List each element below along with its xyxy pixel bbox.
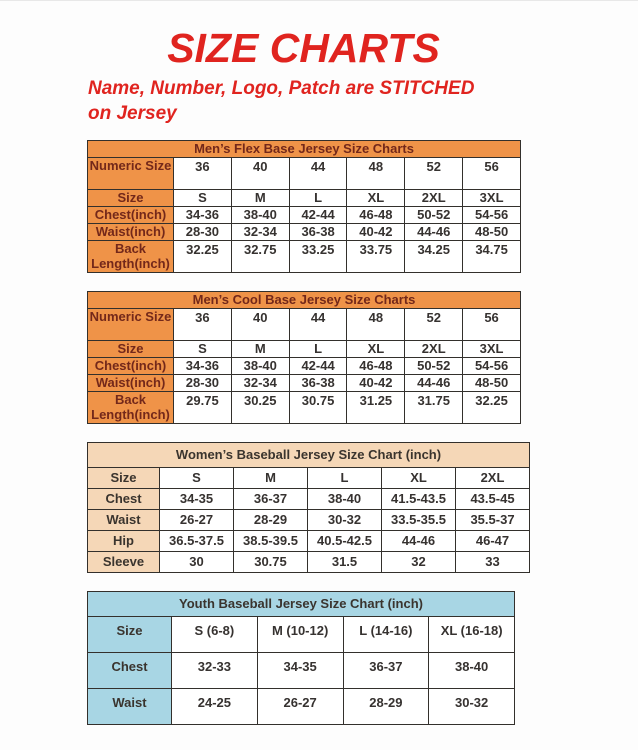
- size-cell: 50-52: [405, 206, 463, 223]
- size-cell: 26-27: [160, 509, 234, 530]
- size-cell: 56: [463, 308, 521, 340]
- table-title: Men’s Cool Base Jersey Size Charts: [88, 291, 521, 308]
- row-label: Chest: [88, 652, 172, 688]
- size-cell: 28-30: [174, 374, 232, 391]
- size-cell: M (10-12): [257, 616, 343, 652]
- table-row: [88, 530, 530, 551]
- size-cell: XL: [347, 340, 405, 357]
- size-cell: 32-34: [231, 223, 289, 240]
- size-table-womens-baseball: [87, 442, 530, 573]
- size-cell: 46-47: [456, 530, 530, 551]
- size-cell: L: [308, 467, 382, 488]
- size-cell: 30-32: [429, 688, 515, 724]
- size-cell: 33: [456, 551, 530, 572]
- size-cell: 40-42: [347, 374, 405, 391]
- table-row: [88, 340, 521, 357]
- size-cell: 36-38: [289, 374, 347, 391]
- row-label: Sleeve: [88, 551, 160, 572]
- size-cell: 34-35: [257, 652, 343, 688]
- size-cell: 43.5-45: [456, 488, 530, 509]
- size-cell: 33.5-35.5: [382, 509, 456, 530]
- size-cell: 40: [231, 157, 289, 189]
- row-label: Size: [88, 340, 174, 357]
- row-label: Waist: [88, 688, 172, 724]
- row-label: Size: [88, 616, 172, 652]
- size-cell: 38.5-39.5: [234, 530, 308, 551]
- size-cell: 38-40: [231, 357, 289, 374]
- size-cell: 34.25: [405, 240, 463, 272]
- size-cell: 32-34: [231, 374, 289, 391]
- size-cell: 35.5-37: [456, 509, 530, 530]
- table-row: [88, 308, 521, 340]
- size-cell: 38-40: [231, 206, 289, 223]
- size-cell: 28-29: [234, 509, 308, 530]
- row-label: Waist(inch): [88, 374, 174, 391]
- size-cell: 40.5-42.5: [308, 530, 382, 551]
- size-tables-container: [0, 140, 638, 725]
- table-row: [88, 223, 521, 240]
- size-cell: 26-27: [257, 688, 343, 724]
- table-header-row: [88, 591, 515, 616]
- size-cell: 36-38: [289, 223, 347, 240]
- size-cell: 28-30: [174, 223, 232, 240]
- size-cell: 44: [289, 157, 347, 189]
- size-cell: 31.75: [405, 391, 463, 423]
- row-label: Size: [88, 467, 160, 488]
- size-cell: 31.5: [308, 551, 382, 572]
- size-table-youth-baseball: [87, 591, 515, 725]
- size-cell: XL (16-18): [429, 616, 515, 652]
- size-cell: M: [231, 340, 289, 357]
- row-label: Back Length(inch): [88, 240, 174, 272]
- table-row: [88, 374, 521, 391]
- size-cell: 36: [174, 157, 232, 189]
- row-label: Waist(inch): [88, 223, 174, 240]
- row-label: Hip: [88, 530, 160, 551]
- page-subtitle-line1: Name, Number, Logo, Patch are STITCHED: [88, 78, 475, 100]
- size-cell: 2XL: [456, 467, 530, 488]
- table-row: [88, 551, 530, 572]
- size-table-mens-flex-base: [87, 140, 521, 273]
- size-cell: L: [289, 189, 347, 206]
- table-row: [88, 189, 521, 206]
- table-title: Men’s Flex Base Jersey Size Charts: [88, 140, 521, 157]
- size-cell: 48-50: [463, 374, 521, 391]
- size-cell: L (14-16): [343, 616, 429, 652]
- size-cell: 44: [289, 308, 347, 340]
- size-cell: 48: [347, 157, 405, 189]
- row-label: Numeric Size: [88, 308, 174, 340]
- size-cell: 54-56: [463, 357, 521, 374]
- size-cell: 48-50: [463, 223, 521, 240]
- table-row: [88, 509, 530, 530]
- size-cell: 30: [160, 551, 234, 572]
- table-row: [88, 488, 530, 509]
- table-row: [88, 206, 521, 223]
- size-cell: 33.75: [347, 240, 405, 272]
- row-label: Chest(inch): [88, 357, 174, 374]
- page-title: SIZE CHARTS: [167, 25, 440, 71]
- row-label: Numeric Size: [88, 157, 174, 189]
- size-cell: 38-40: [308, 488, 382, 509]
- size-cell: L: [289, 340, 347, 357]
- row-label: Waist: [88, 509, 160, 530]
- size-cell: 42-44: [289, 206, 347, 223]
- size-cell: 44-46: [405, 374, 463, 391]
- size-cell: 56: [463, 157, 521, 189]
- size-cell: 2XL: [405, 340, 463, 357]
- size-cell: 2XL: [405, 189, 463, 206]
- row-label: Chest: [88, 488, 160, 509]
- size-cell: 38-40: [429, 652, 515, 688]
- size-cell: 32.75: [231, 240, 289, 272]
- size-cell: 40: [231, 308, 289, 340]
- size-cell: S: [174, 189, 232, 206]
- size-cell: 34-35: [160, 488, 234, 509]
- size-cell: 32.25: [174, 240, 232, 272]
- size-cell: 40-42: [347, 223, 405, 240]
- size-table-mens-cool-base: [87, 291, 521, 424]
- size-cell: 30.25: [231, 391, 289, 423]
- size-cell: 41.5-43.5: [382, 488, 456, 509]
- size-cell: 36-37: [343, 652, 429, 688]
- table-header-row: [88, 140, 521, 157]
- size-cell: 30.75: [234, 551, 308, 572]
- size-cell: 28-29: [343, 688, 429, 724]
- size-cell: 3XL: [463, 340, 521, 357]
- table-row: [88, 467, 530, 488]
- table-header-row: [88, 442, 530, 467]
- table-row: [88, 157, 521, 189]
- size-cell: 3XL: [463, 189, 521, 206]
- size-cell: 30-32: [308, 509, 382, 530]
- size-cell: 36.5-37.5: [160, 530, 234, 551]
- row-label: Back Length(inch): [88, 391, 174, 423]
- size-cell: 30.75: [289, 391, 347, 423]
- table-row: [88, 240, 521, 272]
- size-cell: 52: [405, 157, 463, 189]
- size-cell: 42-44: [289, 357, 347, 374]
- size-cell: 33.25: [289, 240, 347, 272]
- size-cell: 54-56: [463, 206, 521, 223]
- size-cell: M: [231, 189, 289, 206]
- size-cell: XL: [347, 189, 405, 206]
- size-cell: 46-48: [347, 357, 405, 374]
- table-title: Youth Baseball Jersey Size Chart (inch): [88, 591, 515, 616]
- size-cell: 52: [405, 308, 463, 340]
- size-cell: 44-46: [405, 223, 463, 240]
- page-subtitle: [88, 77, 638, 126]
- size-cell: 34-36: [174, 357, 232, 374]
- row-label: Size: [88, 189, 174, 206]
- size-cell: 46-48: [347, 206, 405, 223]
- table-row: [88, 652, 515, 688]
- size-cell: 32-33: [172, 652, 258, 688]
- size-cell: S (6-8): [172, 616, 258, 652]
- size-cell: S: [174, 340, 232, 357]
- size-cell: 34.75: [463, 240, 521, 272]
- table-row: [88, 688, 515, 724]
- table-header-row: [88, 291, 521, 308]
- size-cell: 24-25: [172, 688, 258, 724]
- size-cell: 31.25: [347, 391, 405, 423]
- table-row: [88, 616, 515, 652]
- row-label: Chest(inch): [88, 206, 174, 223]
- size-cell: 29.75: [174, 391, 232, 423]
- size-cell: 34-36: [174, 206, 232, 223]
- size-cell: 36-37: [234, 488, 308, 509]
- page-subtitle-line2: on Jersey: [88, 102, 177, 124]
- size-cell: 50-52: [405, 357, 463, 374]
- table-row: [88, 357, 521, 374]
- table-title: Women’s Baseball Jersey Size Chart (inch): [88, 442, 530, 467]
- size-cell: 32: [382, 551, 456, 572]
- size-cell: S: [160, 467, 234, 488]
- size-cell: XL: [382, 467, 456, 488]
- table-row: [88, 391, 521, 423]
- size-cell: 44-46: [382, 530, 456, 551]
- size-cell: 36: [174, 308, 232, 340]
- size-cell: M: [234, 467, 308, 488]
- size-cell: 48: [347, 308, 405, 340]
- size-cell: 32.25: [463, 391, 521, 423]
